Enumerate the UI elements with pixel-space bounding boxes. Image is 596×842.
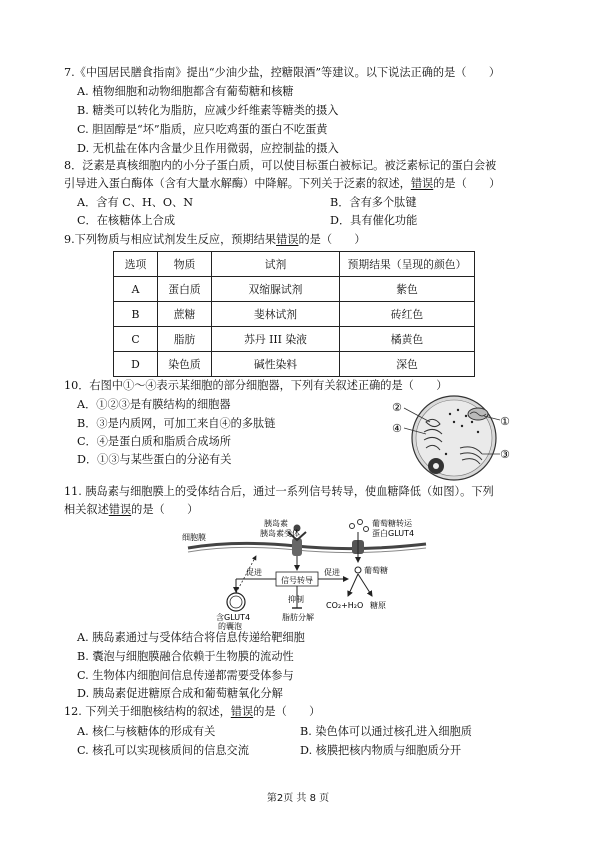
label-inhibit: 抑制 xyxy=(288,595,304,604)
table-row xyxy=(114,327,475,352)
q9-stem-pre: 9.下列物质与相应试剂发生反应，预期结果 xyxy=(64,233,277,246)
label-receptor: 胰岛素受体 xyxy=(260,529,300,538)
table-cell: 蔗糖 xyxy=(158,302,212,327)
table-cell: C xyxy=(114,327,158,352)
q8-option-b: B．含有多个肽键 xyxy=(330,196,417,209)
label-membrane: 细胞膜 xyxy=(182,533,206,542)
header-cell: 选项 xyxy=(114,252,158,277)
q11-option-a: A. 胰岛素通过与受体结合将信息传递给靶细胞 xyxy=(77,631,305,644)
label-vesicle-1: 含GLUT4 xyxy=(216,613,251,622)
q8-stem-line2 xyxy=(64,177,500,191)
q12-option-c: C. 核孔可以实现核质间的信息交流 xyxy=(77,744,249,757)
label-fat: 脂肪分解 xyxy=(282,613,314,622)
header-cell: 预期结果（呈现的颜色） xyxy=(340,252,475,277)
table-cell: 脂肪 xyxy=(158,327,212,352)
q10-option-c: C．④是蛋白质和脂质合成场所 xyxy=(77,435,231,448)
q10-stem: 10．右图中①～④表示某细胞的部分细胞器，下列有关叙述正确的是（ ） xyxy=(64,379,448,392)
header-cell: 物质 xyxy=(158,252,212,277)
table-header-row xyxy=(114,252,475,277)
table-row xyxy=(114,277,475,302)
label-glycogen: 糖原 xyxy=(370,601,386,610)
q9-stem xyxy=(64,233,366,247)
q12-stem-key: 错误 xyxy=(230,705,254,718)
q11-stem-post: 的是（ ） xyxy=(131,503,199,516)
organelle-label-2: ② xyxy=(392,401,402,414)
label-insulin: 胰岛素 xyxy=(264,519,288,528)
q9-table xyxy=(113,251,475,377)
q7-option-a: A. 植物细胞和动物细胞都含有葡萄糖和核糖 xyxy=(77,85,294,98)
q9-stem-key: 错误 xyxy=(276,233,299,246)
table-cell: 橘黄色 xyxy=(340,327,475,352)
label-promote-left: 促进 xyxy=(246,568,262,577)
q9-stem-post: 的是（ ） xyxy=(298,233,366,246)
q10-option-a: A．①②③是有膜结构的细胞器 xyxy=(77,398,231,411)
label-glucose: 葡萄糖 xyxy=(364,566,388,575)
q10-option-d: D．①③与某些蛋白的分泌有关 xyxy=(77,453,232,466)
q11-stem-line1: 11. 胰岛素与细胞膜上的受体结合后，通过一系列信号转导，使血糖降低（如图）。下列 xyxy=(64,485,494,498)
label-glut-1: 葡萄糖转运 xyxy=(372,519,412,528)
table-cell: 砖红色 xyxy=(340,302,475,327)
q7-option-c: C. 胆固醇是“坏”脂质，应只吃鸡蛋的蛋白不吃蛋黄 xyxy=(77,123,328,136)
nucleus-shape xyxy=(428,458,444,474)
q11-stem-pre: 相关叙述 xyxy=(64,503,109,516)
table-row xyxy=(114,302,475,327)
label-co2: CO₂+H₂O xyxy=(326,601,364,610)
table-row xyxy=(114,352,475,377)
q8-option-a: A．含有 C、H、O、N xyxy=(77,196,194,209)
q8-stem-line1: 8．泛素是真核细胞内的小分子蛋白质，可以使目标蛋白被标记。被泛素标记的蛋白会被 xyxy=(64,159,497,172)
organelle-label-3: ③ xyxy=(500,448,510,461)
q8-option-c: C．在核糖体上合成 xyxy=(77,214,176,227)
q7-stem: 7.《中国居民膳食指南》提出“少油少盐，控糖限酒”等建议。以下说法正确的是（ ） xyxy=(64,66,501,79)
q12-stem xyxy=(64,705,320,719)
table-cell: D xyxy=(114,352,158,377)
page-footer: 第2页 共 8 页 xyxy=(266,793,330,804)
table-cell: 紫色 xyxy=(340,277,475,302)
q12-option-a: A. 核仁与核糖体的形成有关 xyxy=(77,725,216,738)
label-vesicle-2: 的囊泡 xyxy=(218,622,242,630)
table-cell: 深色 xyxy=(340,352,475,377)
label-glut-2: 蛋白GLUT4 xyxy=(372,529,415,538)
table-cell: 斐林试剂 xyxy=(212,302,340,327)
table-cell: 碱性染料 xyxy=(212,352,340,377)
mitochondrion-shape xyxy=(468,408,488,420)
insulin-signaling-diagram xyxy=(176,518,436,630)
q11-option-b: B. 囊泡与细胞膜融合依赖于生物膜的流动性 xyxy=(77,650,294,663)
header-cell: 试剂 xyxy=(212,252,340,277)
organelle-label-4: ④ xyxy=(392,422,402,435)
q11-stem-key: 错误 xyxy=(108,503,132,516)
table-cell: 蛋白质 xyxy=(158,277,212,302)
label-promote-right: 促进 xyxy=(324,568,340,577)
q12-stem-post: 的是（ ） xyxy=(253,705,321,718)
q12-option-d: D. 核膜把核内物质与细胞质分开 xyxy=(300,744,462,757)
q11-stem-line2 xyxy=(64,503,198,517)
q7-option-b: B. 糖类可以转化为脂肪，应减少纤维素等糖类的摄入 xyxy=(77,104,339,117)
table-cell: 双缩脲试剂 xyxy=(212,277,340,302)
q11-option-c: C. 生物体内细胞间信息传递都需要受体参与 xyxy=(77,669,294,682)
cell-organelle-figure xyxy=(388,392,516,484)
q12-option-b: B. 染色体可以通过核孔进入细胞质 xyxy=(300,725,472,738)
table-cell: B xyxy=(114,302,158,327)
table-cell: 染色质 xyxy=(158,352,212,377)
label-signal: 信号转导 xyxy=(281,576,313,585)
q8-stem-post: 的是（ ） xyxy=(433,177,501,190)
q8-option-d: D．具有催化功能 xyxy=(330,214,418,227)
organelle-label-1: ① xyxy=(500,415,510,428)
q8-stem-key: 错误 xyxy=(410,177,434,190)
table-cell: A xyxy=(114,277,158,302)
q7-option-d: D. 无机盐在体内含量少且作用微弱，应控制盐的摄入 xyxy=(77,142,339,155)
q12-stem-pre: 12. 下列关于细胞核结构的叙述， xyxy=(64,705,231,718)
q8-stem-pre: 引导进入蛋白酶体（含有大量水解酶）中降解。下列关于泛素的叙述， xyxy=(64,177,411,190)
q11-option-d: D. 胰岛素促进糖原合成和葡萄糖氧化分解 xyxy=(77,687,283,700)
table-cell: 苏丹 III 染液 xyxy=(212,327,340,352)
q10-option-b: B．③是内质网，可加工来自④的多肽链 xyxy=(77,417,276,430)
